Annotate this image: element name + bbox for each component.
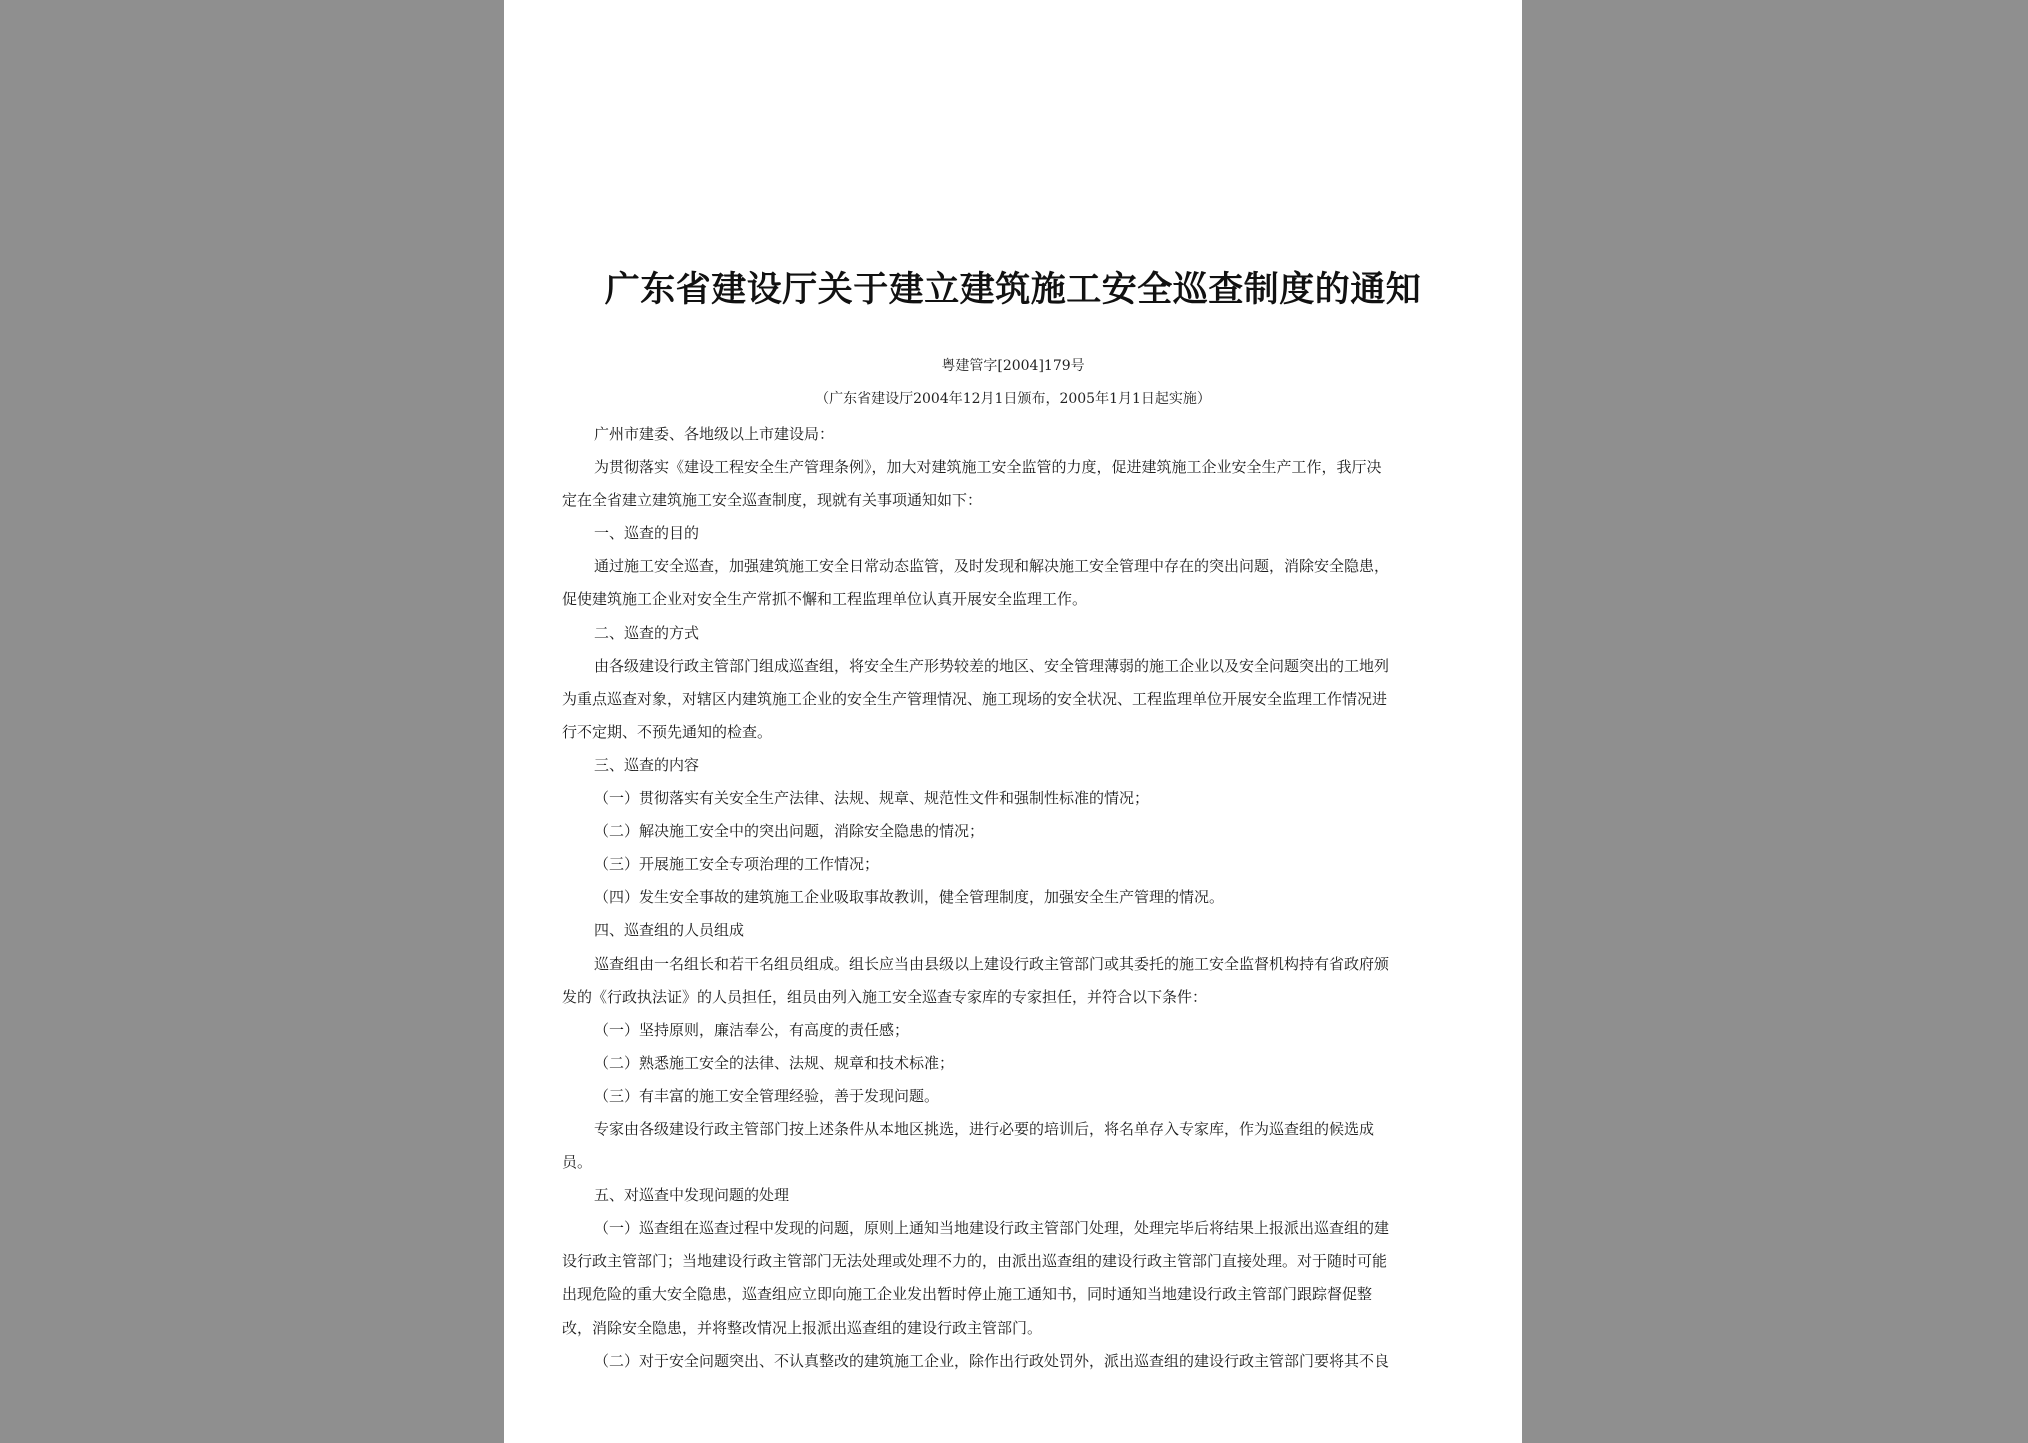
document-body [562, 418, 1472, 1378]
section-heading: 三、巡查的内容 [594, 755, 700, 774]
body-line: 为重点巡查对象，对辖区内建筑施工企业的安全生产管理情况、施工现场的安全状况、工程监理单位开展安全监理工作情况进 [562, 689, 1388, 708]
body-line: 出现危险的重大安全隐患，巡查组应立即向施工企业发出暂时停止施工通知书，同时通知当地建设行政主管部门跟踪督促整 [562, 1285, 1373, 1304]
list-item: （二）熟悉施工安全的法律、法规、规章和技术标准； [594, 1053, 955, 1072]
list-item: （三）有丰富的施工安全管理经验，善于发现问题。 [594, 1086, 940, 1105]
issue-note: （广东省建设厅2004年12月1日颁布，2005年1月1日起实施） [815, 391, 1211, 407]
body-line: 促使建筑施工企业对安全生产常抓不懈和工程监理单位认真开展安全监理工作。 [562, 590, 1088, 609]
body-line: 发的《行政执法证》的人员担任，组员由列入施工安全巡查专家库的专家担任，并符合以下条件： [562, 987, 1208, 1006]
body-line: 定在全省建立建筑施工安全巡查制度，现就有关事项通知如下： [562, 491, 983, 510]
body-line: 通过施工安全巡查，加强建筑施工安全日常动态监管，及时发现和解决施工安全管理中存在的突出问题，消除安全隐患， [594, 557, 1390, 576]
section-heading: 二、巡查的方式 [594, 623, 700, 642]
body-line: 巡查组由一名组长和若干名组员组成。组长应当由县级以上建设行政主管部门或其委托的施工安全监督机构持有省政府颁 [594, 954, 1390, 973]
list-item: （二）解决施工安全中的突出问题，消除安全隐患的情况； [594, 822, 985, 841]
body-line: 员。 [562, 1153, 593, 1172]
document-page [504, 0, 1522, 1443]
body-line: （一）巡查组在巡查过程中发现的问题，原则上通知当地建设行政主管部门处理，处理完毕后将结果上报派出巡查组的建 [594, 1219, 1390, 1238]
body-line: 为贯彻落实《建设工程安全生产管理条例》，加大对建筑施工安全监管的力度，促进建筑施工企业安全生产工作，我厅决 [594, 458, 1382, 477]
body-line: 设行政主管部门；当地建设行政主管部门无法处理或处理不力的，由派出巡查组的建设行政主管部门直接处理。对于随时可能 [562, 1252, 1388, 1271]
body-line: 专家由各级建设行政主管部门按上述条件从本地区挑选，进行必要的培训后，将名单存入专家库，作为巡查组的候选成 [594, 1119, 1375, 1138]
list-item: （一）坚持原则，廉洁奉公，有高度的责任感； [594, 1020, 910, 1039]
section-heading: 五、对巡查中发现问题的处理 [594, 1186, 790, 1205]
body-line: 行不定期、不预先通知的检查。 [562, 722, 773, 741]
section-heading: 一、巡查的目的 [594, 524, 700, 543]
document-title: 广东省建设厅关于建立建筑施工安全巡查制度的通知 [604, 269, 1422, 310]
body-line: 由各级建设行政主管部门组成巡查组，将安全生产形势较差的地区、安全管理薄弱的施工企业以及安全问题突出的工地列 [594, 656, 1390, 675]
section-heading: 四、巡查组的人员组成 [594, 921, 745, 940]
document-number: 粤建管字[2004]179号 [941, 358, 1085, 374]
list-item: （四）发生安全事故的建筑施工企业吸取事故教训，健全管理制度，加强安全生产管理的情况。 [594, 888, 1225, 907]
list-item: （三）开展施工安全专项治理的工作情况； [594, 855, 880, 874]
body-line: 改，消除安全隐患，并将整改情况上报派出巡查组的建设行政主管部门。 [562, 1318, 1043, 1337]
body-line: （二）对于安全问题突出、不认真整改的建筑施工企业，除作出行政处罚外，派出巡查组的建设行政主管部门要将其不良 [594, 1351, 1390, 1370]
body-line: 广州市建委、各地级以上市建设局： [594, 425, 835, 443]
list-item: （一）贯彻落实有关安全生产法律、法规、规章、规范性文件和强制性标准的情况； [594, 789, 1150, 808]
